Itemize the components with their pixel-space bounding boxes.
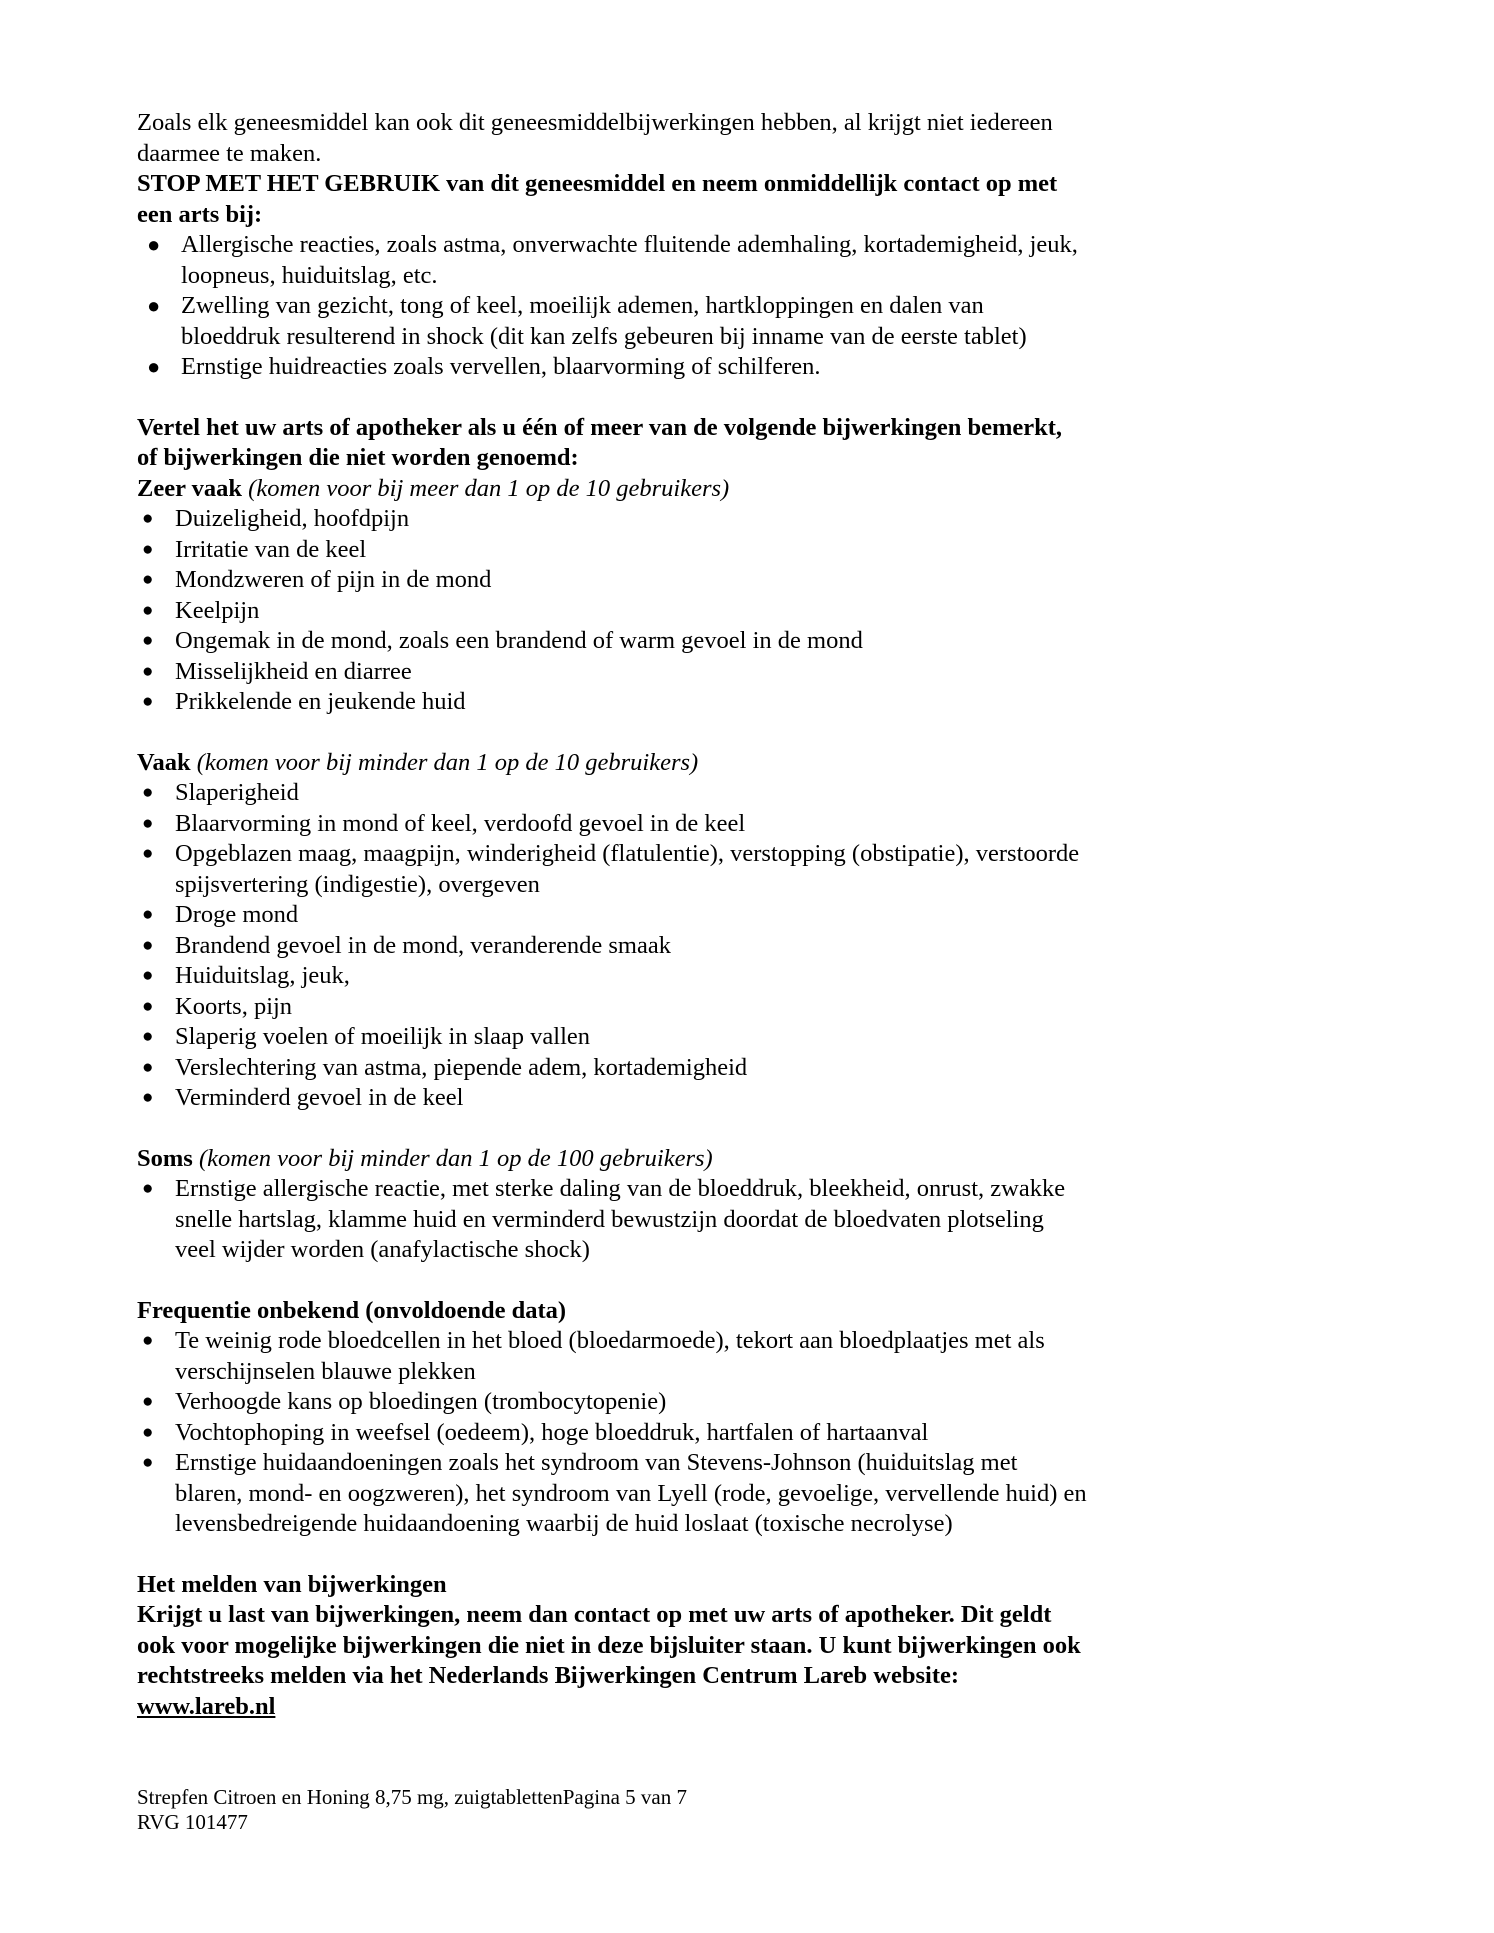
list-item-text: Droge mond <box>175 901 299 928</box>
list-item-text: Allergische reacties, zoals astma, onverwachte fluitende ademhaling, kortademigheid, jeuk, loopneus, huiduitslag, etc. <box>181 231 1078 289</box>
list-item <box>142 809 1087 840</box>
intro-paragraph: Zoals elk geneesmiddel kan ook dit geneesmiddelbijwerkingen hebben, al krijgt niet iedereen daarmee te maken. <box>137 109 1053 167</box>
frequency-description: (komen voor bij meer dan 1 op de 10 gebruikers) <box>248 474 730 502</box>
list-item-text: Ernstige allergische reactie, met sterke daling van de bloeddruk, bleekheid, onrust, zwakke snelle hartslag, klamme huid en verminderd bewustzijn doordat de bloedvaten plotseling veel wijder worden (anafylactische shock) <box>175 1175 1066 1263</box>
list-item-text: Huiduitslag, jeuk, <box>175 962 350 989</box>
list-item <box>147 230 1087 291</box>
list-item <box>142 657 1087 688</box>
list-item-text: Opgeblazen maag, maagpijn, winderigheid (flatulentie), verstopping (obstipatie), verstoorde spijsvertering (indigestie), overgeven <box>175 840 1080 898</box>
frequency-list-vaak <box>137 778 1087 1114</box>
bullet-icon: ● <box>142 1330 154 1351</box>
reporting-heading: Het melden van bijwerkingen <box>137 1570 447 1598</box>
frequency-list-onbekend <box>137 1326 1087 1540</box>
frequency-name: Zeer vaak <box>137 474 243 502</box>
list-item <box>142 687 1087 718</box>
list-item <box>142 504 1087 535</box>
list-item-text: Verslechtering van astma, piepende adem, kortademigheid <box>175 1053 748 1081</box>
bullet-icon: ● <box>142 1178 154 1199</box>
reporting-body <box>137 1600 1087 1722</box>
list-item <box>147 352 1087 383</box>
frequency-description: (komen voor bij minder dan 1 op de 100 gebruikers) <box>198 1144 713 1172</box>
list-item <box>142 931 1087 962</box>
list-item-text: Zwelling van gezicht, tong of keel, moeilijk ademen, hartkloppingen en dalen van bloeddruk resulterend in shock (dit kan zelfs gebeuren bij inname van de eerste tablet) <box>181 292 1027 350</box>
list-item-text: Ernstige huidaandoeningen zoals het syndroom van Stevens-Johnson (huiduitslag met blaren, mond- en oogzweren), het syndroom van Lyell (rode, gevoelige, vervellende huid) en levensbedreigende huidaandoening waarbij de huid loslaat (toxische necrolyse) <box>175 1449 1087 1537</box>
list-item <box>142 1326 1087 1387</box>
frequency-heading-soms <box>137 1144 1087 1175</box>
frequency-list-zeer-vaak <box>137 504 1087 718</box>
list-item-text: Mondzweren of pijn in de mond <box>175 566 492 593</box>
list-item <box>142 1053 1087 1084</box>
footer-product-line: Strepfen Citroen en Honing 8,75 mg, zuigtablettenPagina 5 van 7 <box>137 1785 687 1809</box>
list-item-text: Prikkelende en jeukende huid <box>175 688 466 715</box>
bullet-icon: ● <box>142 1026 154 1047</box>
bullet-icon: ● <box>147 293 161 318</box>
frequency-heading-zeer-vaak <box>137 474 1087 505</box>
list-item-text: Keelpijn <box>175 596 260 624</box>
list-item-text: Irritatie van de keel <box>175 535 367 563</box>
bullet-icon: ● <box>142 630 154 651</box>
bullet-icon: ● <box>142 660 154 682</box>
list-item <box>147 291 1087 352</box>
list-item-text: Ernstige huidreacties zoals vervellen, blaarvorming of schilferen. <box>181 353 821 380</box>
bullet-icon: ● <box>142 904 154 925</box>
list-item <box>142 900 1087 931</box>
list-item-text: Te weinig rode bloedcellen in het bloed (bloedarmoede), tekort aan bloedplaatjes met als verschijnselen blauwe plekken <box>175 1327 1045 1385</box>
footer-rvg-line: RVG 101477 <box>137 1810 248 1834</box>
bullet-icon: ● <box>142 843 154 864</box>
frequency-name: Vaak <box>137 748 191 776</box>
list-item <box>142 992 1087 1023</box>
stop-warning-list <box>137 230 1087 383</box>
bullet-icon: ● <box>142 538 154 560</box>
bullet-icon: ● <box>147 232 161 257</box>
frequency-heading-vaak <box>137 748 1087 779</box>
list-item-text: Brandend gevoel in de mond, veranderende smaak <box>175 931 671 959</box>
list-item <box>142 839 1087 900</box>
spacer <box>137 718 1087 748</box>
frequency-heading-onbekend <box>137 1296 1087 1327</box>
spacer <box>137 1266 1087 1296</box>
list-item <box>142 596 1087 627</box>
spacer <box>137 383 1087 413</box>
list-item <box>142 1174 1087 1266</box>
bullet-icon: ● <box>147 354 161 379</box>
bullet-icon: ● <box>142 569 154 590</box>
bullet-icon: ● <box>142 1452 154 1473</box>
bullet-icon: ● <box>142 995 154 1017</box>
bullet-icon: ● <box>142 934 154 956</box>
bullet-icon: ● <box>142 812 154 834</box>
list-item-text: Ongemak in de mond, zoals een brandend of warm gevoel in de mond <box>175 627 863 654</box>
frequency-list-soms <box>137 1174 1087 1266</box>
lareb-website-link[interactable]: www.lareb.nl <box>137 1692 276 1720</box>
frequency-name: Soms <box>137 1144 193 1172</box>
page-footer <box>137 1785 1097 1835</box>
list-item-text: Duizeligheid, hoofdpijn <box>175 505 410 532</box>
spacer <box>137 1540 1087 1570</box>
list-item-text: Blaarvorming in mond of keel, verdoofd gevoel in de keel <box>175 809 746 837</box>
list-item <box>142 1448 1087 1540</box>
list-item <box>142 1083 1087 1114</box>
list-item <box>142 961 1087 992</box>
list-item <box>142 1022 1087 1053</box>
list-item <box>142 535 1087 566</box>
frequency-description: (komen voor bij minder dan 1 op de 10 gebruikers) <box>196 748 699 776</box>
bullet-icon: ● <box>142 965 154 986</box>
list-item-text: Verhoogde kans op bloedingen (trombocytopenie) <box>175 1388 667 1415</box>
list-item <box>142 1387 1087 1418</box>
list-item <box>142 565 1087 596</box>
bullet-icon: ● <box>142 1087 154 1108</box>
list-item-text: Koorts, pijn <box>175 992 293 1020</box>
bullet-icon: ● <box>142 782 154 803</box>
list-item-text: Misselijkheid en diarree <box>175 657 412 685</box>
bullet-icon: ● <box>142 508 154 529</box>
stop-warning-heading: STOP MET HET GEBRUIK van dit geneesmiddel en neem onmiddellijk contact op met een arts bij: <box>137 170 1058 228</box>
bullet-icon: ● <box>142 1391 154 1412</box>
list-item-text: Slaperigheid <box>175 779 299 806</box>
document-body <box>137 108 1087 1722</box>
spacer <box>137 1114 1087 1144</box>
bullet-icon: ● <box>142 1056 154 1078</box>
list-item <box>142 626 1087 657</box>
list-item-text: Vochtophoping in weefsel (oedeem), hoge bloeddruk, hartfalen of hartaanval <box>175 1418 929 1446</box>
bullet-icon: ● <box>142 1421 154 1443</box>
tell-doctor-heading: Vertel het uw arts of apotheker als u één of meer van de volgende bijwerkingen bemerkt, of bijwerkingen die niet worden genoemd: <box>137 413 1063 471</box>
bullet-icon: ● <box>142 599 154 621</box>
list-item <box>142 1418 1087 1449</box>
bullet-icon: ● <box>142 691 154 712</box>
reporting-body-text: Krijgt u last van bijwerkingen, neem dan contact op met uw arts of apotheker. Dit geldt ook voor mogelijke bijwerkingen die niet in deze bijsluiter staan. U kunt bijwerkingen ook rechtstreeks melden via het Nederlands Bijwerkingen Centrum Lareb website: <box>137 1601 1081 1689</box>
list-item <box>142 778 1087 809</box>
list-item-text: Slaperig voelen of moeilijk in slaap vallen <box>175 1023 591 1050</box>
frequency-name: Frequentie onbekend (onvoldoende data) <box>137 1296 567 1324</box>
list-item-text: Verminderd gevoel in de keel <box>175 1084 464 1111</box>
